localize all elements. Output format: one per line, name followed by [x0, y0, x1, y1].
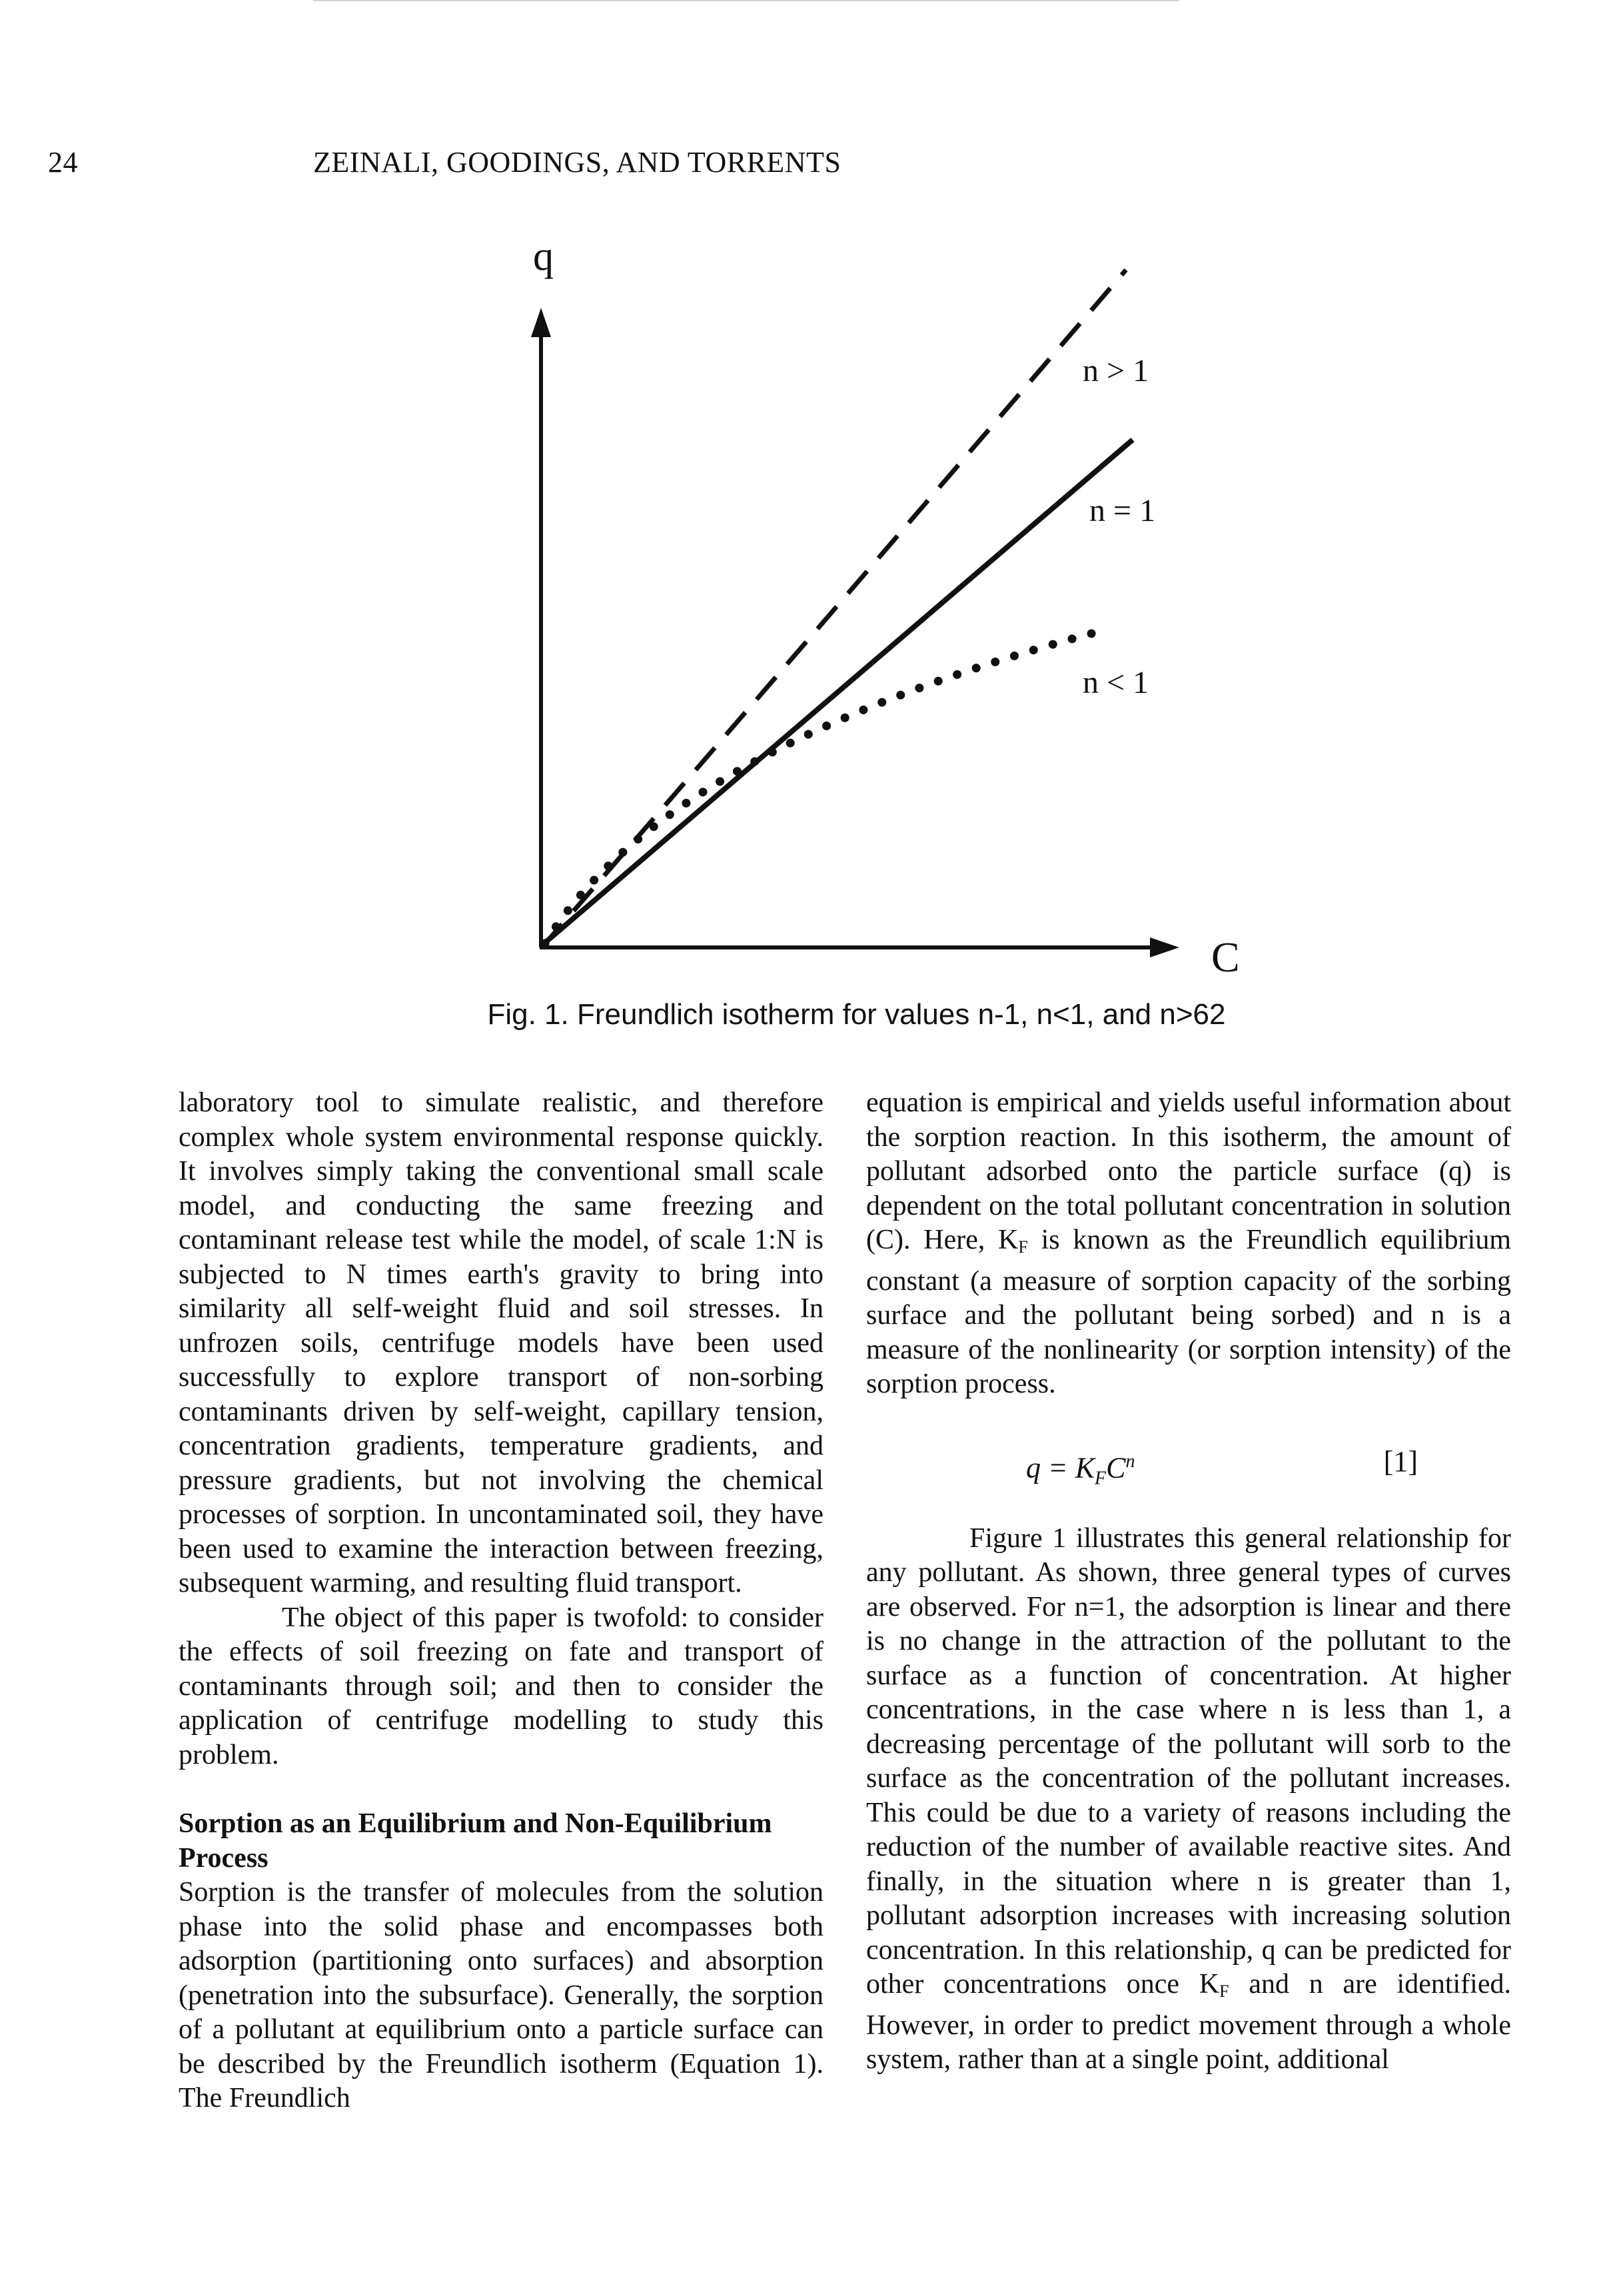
subscript-f: F — [1018, 1237, 1028, 1257]
curve-n-greater-than-1 — [543, 270, 1126, 946]
y-axis-label: q — [533, 234, 554, 279]
equation-exponent: n — [1125, 1450, 1135, 1472]
text-span: equation is empirical and yields useful information about the sorption reaction. In this isotherm, the amount of pollutant adsorbed onto the particle surface (q) is dependent on the total pollutant concentration in solution (C). Here, K — [866, 1087, 1511, 1255]
text-span: is known as the Freundlich equilibrium constant (a measure of sorption capacity of the sorbing surface and the pollutant being sorbed) and n is a measure of the nonlinearity (or sorption intensity) of the sorption process. — [866, 1225, 1511, 1399]
page-number: 24 — [48, 146, 78, 179]
y-axis-arrowhead — [531, 308, 551, 337]
paragraph-intro-continued: laboratory tool to simulate realistic, and therefore complex whole system environmental response quickly. It involves simply taking the conventional small scale model, and conducting the same freezing and contaminant release test while the model, of scale 1:N is subjected to N times earth's gravity to bring into similarity all self-weight fluid and soil stresses. In unfrozen soils, centrifuge models have been used successfully to explore transport of non-sorbing contaminants driven by self-weight, capillary tension, concentration gradients, temperature gradients, and pressure gradients, but not involving the chemical processes of sorption. In uncontaminated soil, they have been used to examine the interaction between freezing, subsequent warming, and resulting fluid transport. — [179, 1087, 823, 1598]
paragraph-sorption-definition: Sorption is the transfer of molecules from the solution phase into the solid phase and encompasses both adsorption (partitioning onto surfaces) and absorption (penetration into the subsurface). Generally, the sorption of a pollutant at equilibrium onto a particle surface can be described by the Freundlich isotherm (Equation 1). The Freundlich — [179, 1877, 823, 2113]
figure-caption: Fig. 1. Freundlich isotherm for values n-1, n<1, and n>62 — [487, 998, 1226, 1031]
equation-1 — [866, 1422, 1511, 1522]
label-n-greater-than-1: n > 1 — [1083, 353, 1149, 388]
text-span: and n are identified. However, in order to predict movement through a whole system, rather than at a single point, additional — [866, 1969, 1511, 2075]
label-n-equals-1: n = 1 — [1089, 493, 1156, 528]
right-column — [866, 1086, 1511, 2077]
paragraph-figure-discussion — [866, 1522, 1511, 2077]
paragraph-objective: The object of this paper is twofold: to consider the effects of soil freezing on fate and transport of contaminants through soil; and then to consider the application of centrifuge modelling to study this problem. — [179, 1602, 823, 1770]
equation-base: C — [1106, 1451, 1126, 1484]
equation-lhs: q = K — [1026, 1451, 1095, 1484]
label-n-less-than-1: n < 1 — [1083, 665, 1149, 700]
text-span: Figure 1 illustrates this general relationship for any pollutant. As shown, three general types of curves are observed. For n=1, the adsorption is linear and there is no change in the attraction of the pollutant to the surface as a function of concentration. At higher concentrations, in the case where n is less than 1, a decreasing percentage of the pollutant will sorb to the surface as the concentration of the pollutant increases. This could be due to a variety of reasons including the reduction of the number of available reactive sites. And finally, in the situation where n is greater than 1, pollutant adsorption increases with increasing solution concentration. In this relationship, q can be predicted for other concentrations once K — [866, 1522, 1511, 2000]
subscript-f: F — [1219, 1982, 1229, 2001]
isotherm-plot — [0, 0, 1613, 1079]
x-axis-label: C — [1211, 933, 1240, 981]
curve-n-equals-1 — [541, 440, 1133, 946]
equation-body — [1026, 1444, 1135, 1496]
x-axis-arrowhead — [1150, 937, 1179, 957]
running-title: ZEINALI, GOODINGS, AND TORRENTS — [313, 146, 841, 179]
section-heading-sorption: Sorption as an Equilibrium and Non-Equilibrium Process — [179, 1808, 772, 1874]
paragraph-freundlich-equation — [866, 1086, 1511, 1402]
equation-number: [1] — [1383, 1444, 1418, 1478]
equation-subscript: F — [1095, 1467, 1107, 1488]
figure-freundlich-isotherm — [0, 0, 1613, 1079]
curve-n-less-than-1 — [545, 630, 1106, 943]
left-column — [179, 1086, 823, 2116]
